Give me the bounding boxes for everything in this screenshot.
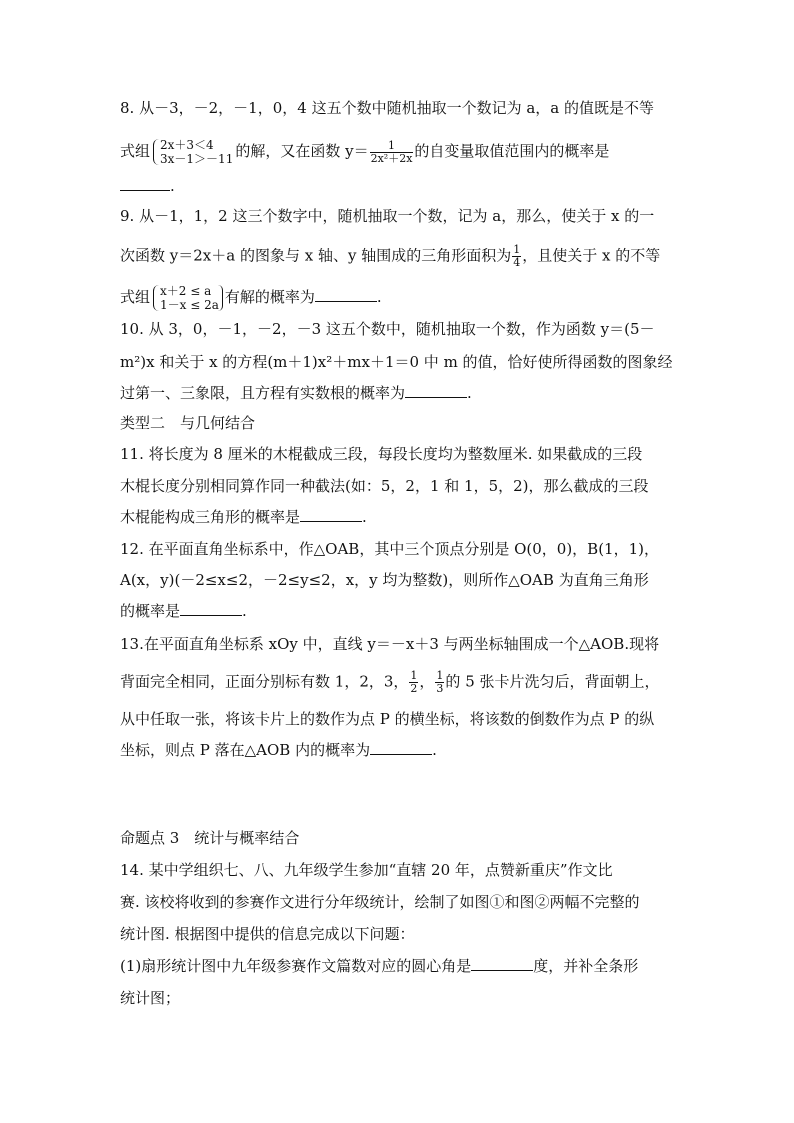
q9-inequality-system xyxy=(152,284,219,312)
q11-line1: 11. 将长度为 8 厘米的木棍截成三段，每段长度均为整数厘米. 如果截成的三段 xyxy=(120,445,643,463)
q9-prefix: 式组 xyxy=(120,288,151,306)
q13-line2 xyxy=(120,670,660,695)
q8-inequality-system xyxy=(152,138,233,166)
q13-fraction-third xyxy=(435,670,444,695)
q10-line1: 10. 从 3，0，－1，－2，－3 这五个数中，随机抽取一个数，作为函数 y＝(5－ xyxy=(120,320,655,338)
q8-ineq2: 3x－1＞－11 xyxy=(160,152,234,166)
q10-answer-blank[interactable] xyxy=(405,383,467,398)
q11-end: . xyxy=(362,508,367,526)
q10-line3 xyxy=(120,383,472,403)
type2-heading: 类型二 与几何结合 xyxy=(120,414,256,432)
q8-suffix: 的自变量取值范围内的概率是 xyxy=(414,142,610,160)
q9-suffix: 有解的概率为 xyxy=(224,288,315,306)
q9-line2a: 次函数 y＝2x＋a 的图象与 x 轴、y 轴围成的三角形面积为 xyxy=(120,246,512,265)
q8-mid: 的解，又在函数 y＝ xyxy=(235,142,369,160)
q9-line1: 9. 从－1，1，2 这三个数字中，随机抽取一个数，记为 a，那么，使关于 x 的一 xyxy=(120,207,655,225)
q8-line2 xyxy=(120,138,609,166)
q9-answer-blank[interactable] xyxy=(315,287,377,302)
q12-end: . xyxy=(242,602,247,620)
q14-line2: 赛. 该校将收到的参赛作文进行分年级统计，绘制了如图①和图②两幅不完整的 xyxy=(120,893,640,911)
q13-line1: 13.在平面直角坐标系 xOy 中，直线 y＝－x＋3 与两坐标轴围成一个△AOB.现将 xyxy=(120,635,660,653)
q14-sub1-line2: 统计图； xyxy=(120,989,181,1007)
q13-comma: ， xyxy=(419,672,435,691)
q11-line3 xyxy=(120,507,367,527)
q13-fraction-half xyxy=(409,670,418,695)
q14-sub1a: (1)扇形统计图中九年级参赛作文篇数对应的圆心角是 xyxy=(120,957,472,975)
q9-end: . xyxy=(376,288,382,306)
q8-answer-blank[interactable] xyxy=(120,176,170,191)
q14-answer-blank[interactable] xyxy=(471,956,533,971)
q13-end: . xyxy=(432,741,437,759)
q11-line3-text: 木棍能构成三角形的概率是 xyxy=(120,508,301,526)
q13-f2-num: 1 xyxy=(436,669,444,682)
q9-frac-den: 4 xyxy=(513,256,521,269)
q14-line3: 统计图. 根据图中提供的信息完成以下问题： xyxy=(120,925,415,943)
q9-line3 xyxy=(120,284,382,312)
q12-line1: 12. 在平面直角坐标系中，作△OAB，其中三个顶点分别是 O(0，0)，B(1，1)， xyxy=(120,540,659,558)
q9-line2 xyxy=(120,244,660,269)
q11-answer-blank[interactable] xyxy=(300,507,362,522)
q8-frac-den: 2x²＋2x xyxy=(370,151,413,165)
q13-f2-den: 3 xyxy=(436,682,444,695)
q12-answer-blank[interactable] xyxy=(180,601,242,616)
section3-heading: 命题点 3 统计与概率结合 xyxy=(120,829,300,847)
q13-line2b: 的 5 张卡片洗匀后，背面朝上， xyxy=(445,672,660,691)
q8-end: . xyxy=(170,177,175,195)
q9-frac-num: 1 xyxy=(513,243,521,256)
q14-line1: 14. 某中学组织七、八、九年级学生参加“直辖 20 年，点赞新重庆”作文比 xyxy=(120,861,613,879)
q8-ineq1: 2x＋3＜4 xyxy=(160,138,214,152)
q8-prefix: 式组 xyxy=(120,142,151,160)
q9-ineq2: 1－x ≤ 2a xyxy=(160,298,219,312)
q10-line3-text: 过第一、三象限，且方程有实数根的概率为 xyxy=(120,384,406,402)
q12-line2: A(x，y)(－2≤x≤2，－2≤y≤2，x，y 均为整数)，则所作△OAB 为直角三角形 xyxy=(120,571,649,589)
q12-line3-text: 的概率是 xyxy=(120,602,181,620)
q8-line1: 8. 从－3，－2，－1，0，4 这五个数中随机抽取一个数记为 a，a 的值既是不等 xyxy=(120,99,654,117)
q11-line2: 木棍长度分别相同算作同一种截法(如：5，2，1 和 1，5，2)，那么截成的三段 xyxy=(120,477,649,495)
q10-end: . xyxy=(467,384,472,402)
q13-line2a: 背面完全相同，正面分别标有数 1，2，3， xyxy=(120,672,409,691)
q9-fraction xyxy=(512,244,521,269)
q13-f1-den: 2 xyxy=(410,682,418,695)
q13-f1-num: 1 xyxy=(410,669,418,682)
q13-line4 xyxy=(120,740,437,760)
q13-line3: 从中任取一张，将该卡片上的数作为点 P 的横坐标，将该数的倒数作为点 P 的纵 xyxy=(120,710,655,728)
q9-ineq1: x＋2 ≤ a xyxy=(160,284,212,298)
q13-answer-blank[interactable] xyxy=(370,740,432,755)
q8-frac-num: 1 xyxy=(387,138,395,152)
q10-line2: m²)x 和关于 x 的方程(m＋1)x²＋mx＋1＝0 中 m 的值，恰好使所得函数的图象经 xyxy=(120,353,673,371)
q8-line3 xyxy=(120,176,175,196)
q13-line4-text: 坐标，则点 P 落在△AOB 内的概率为 xyxy=(120,741,371,759)
q14-sub1b: 度，并补全条形 xyxy=(533,957,639,975)
q8-fraction xyxy=(370,140,414,165)
q12-line3 xyxy=(120,601,247,621)
q9-line2b: ，且使关于 x 的不等 xyxy=(522,246,661,265)
q14-sub1-line1 xyxy=(120,956,638,976)
